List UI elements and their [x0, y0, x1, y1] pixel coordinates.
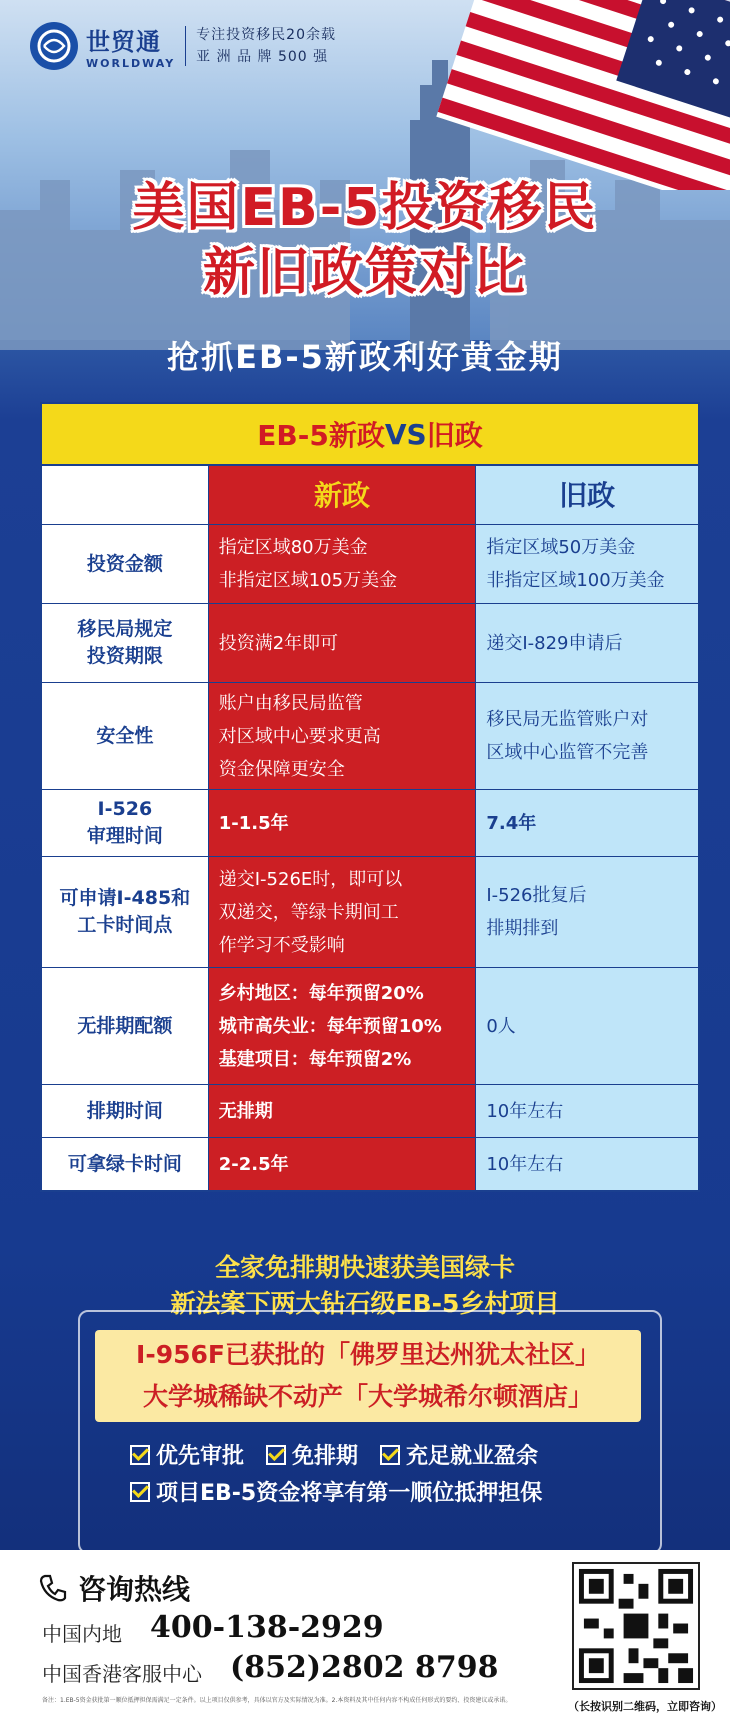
- cell-line: 作学习不受影响: [218, 934, 345, 956]
- banner-vs: VS: [384, 417, 427, 451]
- promo-line-1: 全家免排期快速获美国绿卡: [214, 1253, 515, 1282]
- cell-line: 移民局无监管账户对: [486, 709, 649, 730]
- cell-line: 乡村地区：每年预留20%: [218, 982, 424, 1004]
- checkbox-icon: [266, 1445, 286, 1465]
- old-policy-cell: [476, 604, 698, 682]
- new-policy-cell: [209, 604, 477, 682]
- disclaimer-note: 备注：1.EB-5资金获批第一顺位抵押担保需满足一定条件。以上项目仅供参考，具体以官方及实际情况为准。2.本资料及其中任何内容不构成任何形式的要约、投资建议或承诺。: [42, 1697, 512, 1704]
- checkbox-icon: [380, 1445, 400, 1465]
- us-flag-image: [430, 0, 730, 190]
- table-row: [42, 1085, 698, 1138]
- row-label: 安全性: [42, 683, 209, 789]
- cell-line: 递交I-526E时，即可以: [218, 868, 403, 890]
- qr-caption: （长按识别二维码，立即咨询）: [568, 1700, 722, 1713]
- table-row: [42, 683, 698, 790]
- main-title-line-2: 新旧政策对比: [202, 243, 527, 303]
- cell-line: 区域中心监管不完善: [486, 742, 649, 763]
- old-policy-cell: [476, 790, 698, 856]
- main-title-line-1: 美国EB-5投资移民: [132, 178, 598, 238]
- benefit-item: 免排期: [266, 1438, 358, 1475]
- cell-line: 投资满2年即可: [218, 632, 339, 654]
- mainland-label: 中国内地: [42, 1622, 122, 1646]
- subtitle: 抢抓EB-5新政利好黄金期: [167, 338, 563, 376]
- cell-line: 账户由移民局监管: [218, 692, 363, 714]
- cell-line: 非指定区域100万美金: [486, 570, 665, 591]
- cell-line: 基建项目：每年预留2%: [218, 1048, 412, 1070]
- cell-line: 城市高失业：每年预留10%: [218, 1015, 442, 1037]
- row-label: 可拿绿卡时间: [42, 1138, 209, 1190]
- footer: [0, 1550, 730, 1718]
- header-old-policy: 旧政: [476, 466, 698, 524]
- row-label: 移民局规定 投资期限: [42, 604, 209, 682]
- row-label: 可申请I-485和 工卡时间点: [42, 857, 209, 967]
- cell-line: 排期排到: [486, 918, 559, 939]
- old-policy-cell: [476, 1085, 698, 1137]
- checkbox-icon: [130, 1482, 150, 1502]
- phone-icon: [38, 1573, 68, 1603]
- banner-new-policy: EB-5新政: [257, 419, 385, 452]
- header-empty-cell: [42, 466, 209, 524]
- new-policy-cell: [209, 790, 477, 856]
- old-policy-cell: [476, 1138, 698, 1190]
- table-row: [42, 1138, 698, 1190]
- promo-line-2: 新法案下两大钻石级EB-5乡村项目: [170, 1289, 560, 1318]
- slogan-line-1: 专注投资移民20余载: [196, 27, 336, 43]
- row-label: I-526 审理时间: [42, 790, 209, 856]
- benefit-item: 优先审批: [130, 1438, 244, 1475]
- globe-logo-icon: [30, 22, 78, 70]
- cell-line: 指定区域50万美金: [486, 537, 636, 558]
- cell-line: 10年左右: [486, 1100, 564, 1122]
- project-1: I-956F已获批的「佛罗里达州犹太社区」: [136, 1340, 600, 1369]
- cell-line: 2-2.5年: [218, 1153, 289, 1175]
- cell-line: 10年左右: [486, 1153, 564, 1175]
- mainland-phone[interactable]: 400-138-2929: [150, 1610, 384, 1645]
- project-2: 大学城稀缺不动产「大学城希尔顿酒店」: [142, 1382, 593, 1411]
- table-row: [42, 857, 698, 968]
- old-policy-cell: [476, 525, 698, 603]
- logo-divider: [185, 26, 186, 66]
- cell-line: 无排期: [218, 1100, 273, 1122]
- slogan-line-2: 亚 洲 品 牌 500 强: [196, 49, 329, 65]
- new-policy-cell: [209, 968, 477, 1084]
- qr-code-image[interactable]: [572, 1562, 700, 1690]
- cell-line: I-526批复后: [486, 885, 587, 906]
- checkbox-icon: [130, 1445, 150, 1465]
- cell-line: 7.4年: [486, 812, 537, 834]
- new-policy-cell: [209, 1085, 477, 1137]
- table-banner: [42, 404, 698, 466]
- table-row: [42, 968, 698, 1085]
- new-policy-cell: [209, 1138, 477, 1190]
- benefit-item: 充足就业盈余: [380, 1438, 538, 1475]
- old-policy-cell: [476, 968, 698, 1084]
- benefit-item: 项目EB-5资金将享有第一顺位抵押担保: [130, 1475, 542, 1512]
- comparison-table: [40, 402, 700, 1192]
- hk-phone[interactable]: (852)2802 8798: [230, 1650, 499, 1685]
- row-label: 投资金额: [42, 525, 209, 603]
- table-header-row: [42, 466, 698, 525]
- cell-line: 指定区域80万美金: [218, 537, 368, 558]
- hotline-label: 咨询热线: [78, 1573, 191, 1606]
- cell-line: 1-1.5年: [218, 812, 289, 834]
- row-label: 无排期配额: [42, 968, 209, 1084]
- row-label: 排期时间: [42, 1085, 209, 1137]
- hk-label: 中国香港客服中心: [42, 1662, 202, 1686]
- logo-english-name: WORLDWAY: [86, 57, 176, 70]
- cell-line: 对区域中心要求更高: [218, 725, 381, 747]
- table-row: [42, 604, 698, 683]
- new-policy-cell: [209, 525, 477, 603]
- cell-line: 双递交，等绿卡期间工: [218, 901, 399, 923]
- hotline-heading: [38, 1568, 190, 1608]
- logo-chinese-name: 世贸通: [86, 28, 161, 56]
- brand-logo: [30, 22, 336, 70]
- cell-line: 递交I-829申请后: [486, 632, 623, 654]
- cell-line: 0人: [486, 1015, 516, 1037]
- new-policy-cell: [209, 683, 477, 789]
- new-policy-cell: [209, 857, 477, 967]
- cell-line: 非指定区域105万美金: [218, 570, 398, 591]
- table-row: [42, 525, 698, 604]
- banner-old-policy: 旧政: [426, 419, 483, 452]
- old-policy-cell: [476, 857, 698, 967]
- cell-line: 资金保障更安全: [218, 758, 345, 780]
- project-box: [95, 1330, 641, 1422]
- table-row: [42, 790, 698, 857]
- header-new-policy: 新政: [209, 466, 477, 524]
- old-policy-cell: [476, 683, 698, 789]
- benefit-list: [130, 1438, 630, 1512]
